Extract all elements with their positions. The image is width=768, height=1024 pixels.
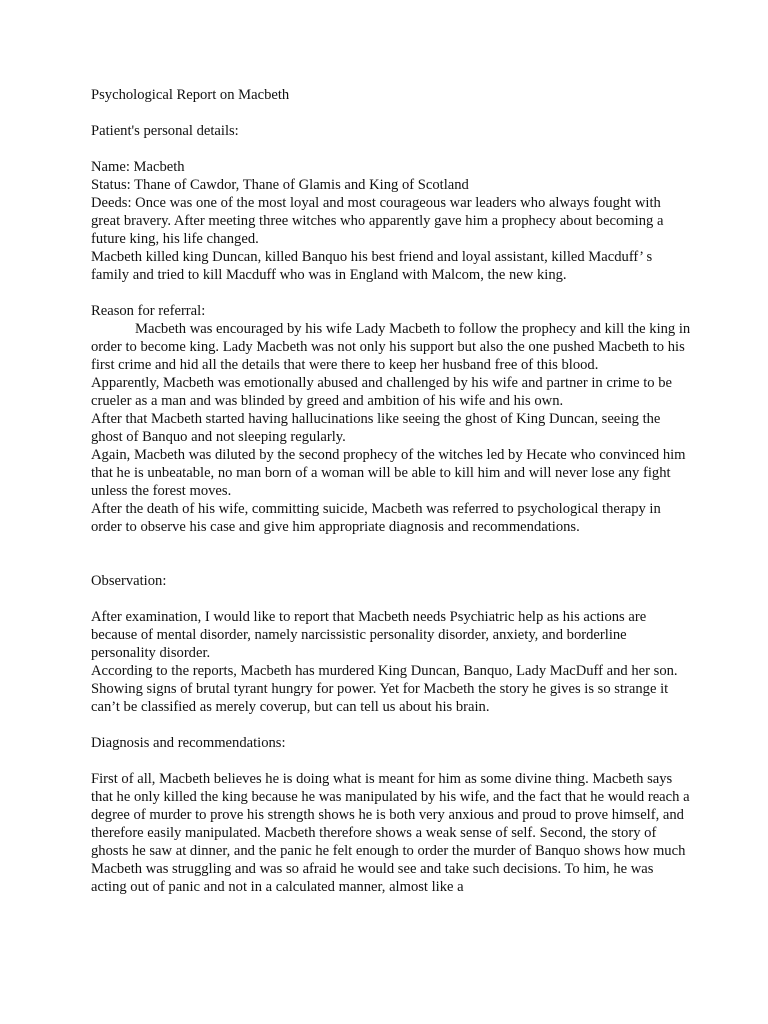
deeds-paragraph-2: Macbeth killed king Duncan, killed Banquo his best friend and loyal assistant, killed Macduff’ s family and tried to kill Macduff who was in England with Malcom, the new king. bbox=[91, 249, 653, 283]
name-line: Name: Macbeth bbox=[91, 159, 185, 175]
referral-paragraph-4: Again, Macbeth was diluted by the second prophecy of the witches led by Hecate who convinced him that he is unbeatable, no man born of a woman will be able to kill him and will never lose any fight unless the forest moves. bbox=[91, 447, 686, 499]
document-page bbox=[91, 86, 691, 896]
personal-details-heading: Patient's personal details: bbox=[91, 123, 239, 139]
observation-paragraph-2: According to the reports, Macbeth has murdered King Duncan, Banquo, Lady MacDuff and her son. Showing signs of brutal tyrant hungry for power. Yet for Macbeth the story he gives is so strange it can’t be classified as merely coverup, but can tell us about his brain. bbox=[91, 663, 678, 715]
deeds-paragraph: Deeds: Once was one of the most loyal and most courageous war leaders who always fought with great bravery. After meeting three witches who apparently gave him a prophecy about becoming a future king, his life changed. bbox=[91, 195, 664, 247]
observation-heading: Observation: bbox=[91, 573, 167, 589]
referral-paragraph-1: Macbeth was encouraged by his wife Lady Macbeth to follow the prophecy and kill the king in order to become king. Lady Macbeth was not only his support but also the one pushed Macbeth to his first crime and hid all the details that were there to keep her husband free of this blood. bbox=[91, 321, 691, 373]
referral-paragraph-2: Apparently, Macbeth was emotionally abused and challenged by his wife and partner in crime to be crueler as a man and was blinded by greed and ambition of his wife and his own. bbox=[91, 375, 672, 409]
observation-paragraph-1: After examination, I would like to report that Macbeth needs Psychiatric help as his actions are because of mental disorder, namely narcissistic personality disorder, anxiety, and borderline personality disorder. bbox=[91, 609, 647, 661]
document-title: Psychological Report on Macbeth bbox=[91, 87, 290, 103]
status-line: Status: Thane of Cawdor, Thane of Glamis and King of Scotland bbox=[91, 177, 469, 193]
referral-paragraph-5: After the death of his wife, committing suicide, Macbeth was referred to psychological therapy in order to observe his case and give him appropriate diagnosis and recommendations. bbox=[91, 501, 661, 535]
diagnosis-heading: Diagnosis and recommendations: bbox=[91, 735, 286, 751]
referral-paragraph-3: After that Macbeth started having hallucinations like seeing the ghost of King Duncan, seeing the ghost of Banquo and not sleeping regularly. bbox=[91, 411, 661, 445]
referral-heading: Reason for referral: bbox=[91, 303, 206, 319]
diagnosis-paragraph-1: First of all, Macbeth believes he is doing what is meant for him as some divine thing. Macbeth says that he only killed the king because he was manipulated by his wife, and the fact that he would reach a degree of murder to prove his strength shows he is both very anxious and proud to prove himself, and therefore easily manipulated. Macbeth therefore shows a weak sense of self. Second, the story of ghosts he saw at dinner, and the panic he felt enough to order the murder of Banquo shows how much Macbeth was struggling and was so afraid he would see and take such decisions. To him, he was acting out of panic and not in a calculated manner, almost like a bbox=[91, 771, 690, 895]
